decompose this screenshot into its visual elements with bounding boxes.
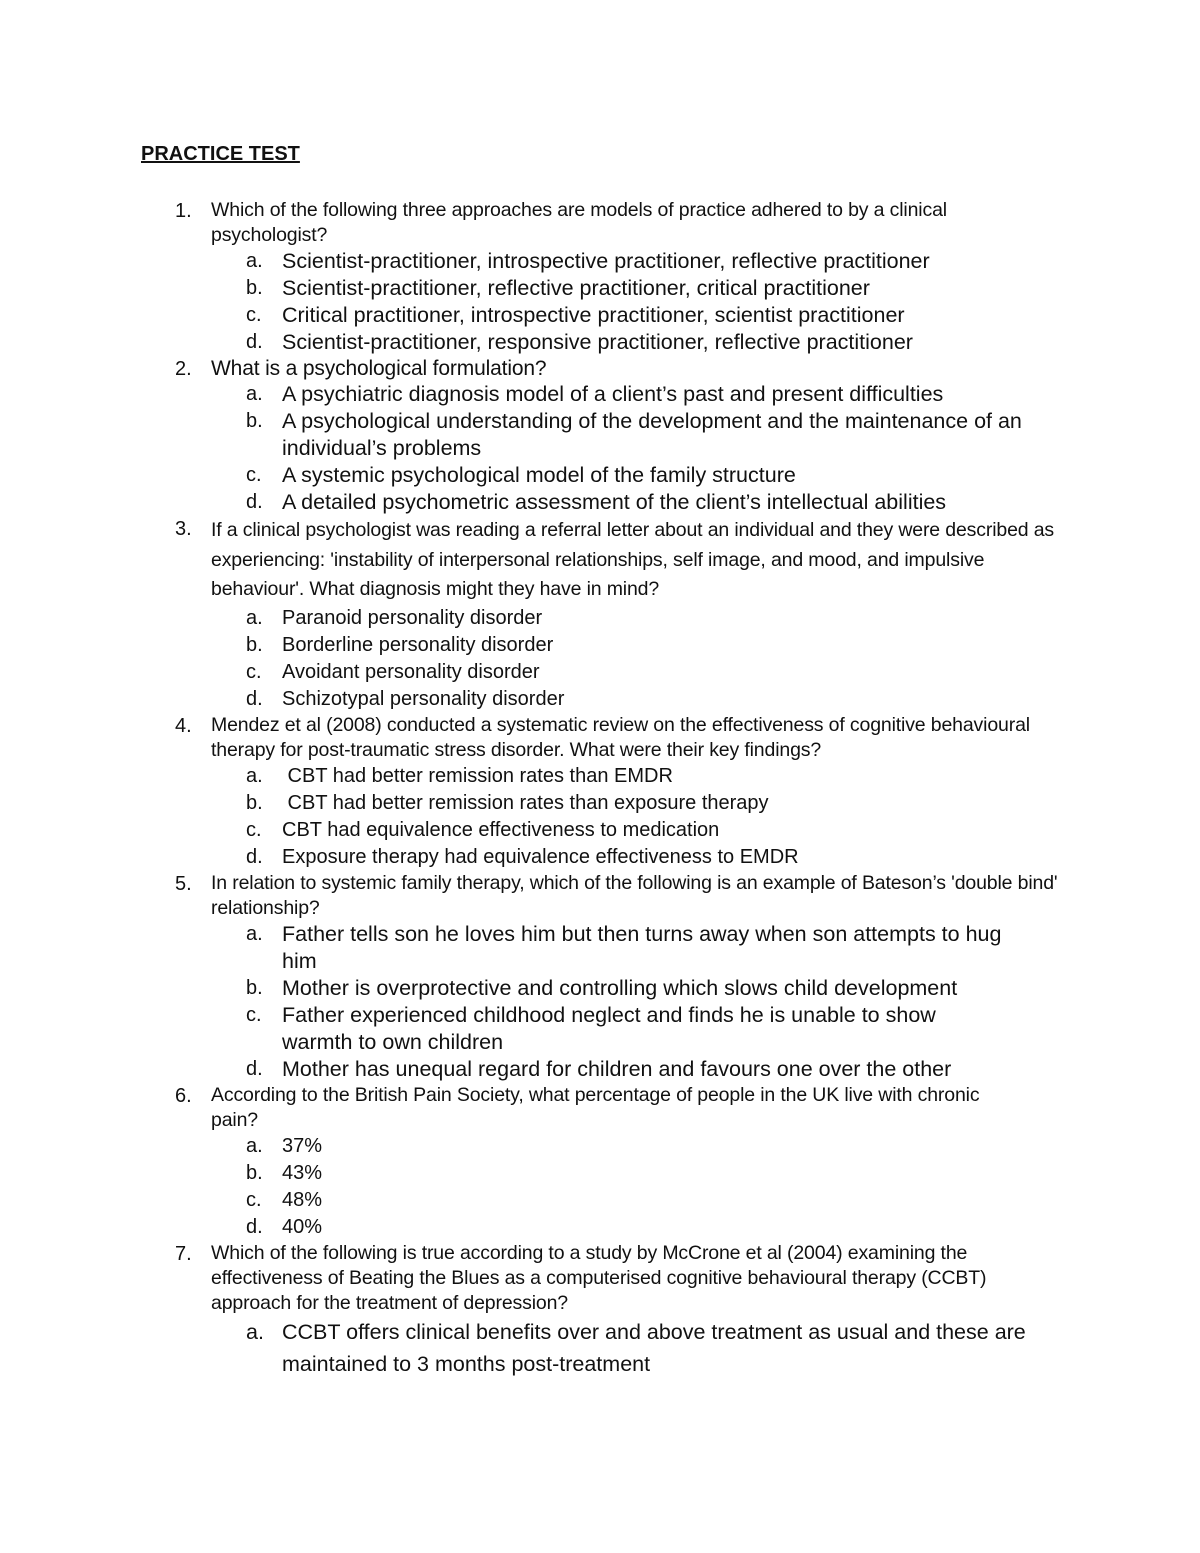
- option-letter: d.: [246, 331, 263, 353]
- question-list: [0, 198, 1200, 1380]
- option-c: [0, 302, 1200, 329]
- option-text: Father experienced childhood neglect and finds he is unable to show warmth to own children: [282, 1002, 936, 1054]
- option-letter: c.: [246, 1188, 262, 1211]
- question-1: [0, 198, 1200, 356]
- question-text: According to the British Pain Society, what percentage of people in the UK live with chronic pain?: [211, 1083, 980, 1131]
- option-letter: a.: [246, 250, 263, 272]
- option-c: [0, 1187, 1200, 1214]
- question-number: 6.: [175, 1084, 192, 1107]
- option-letter: b.: [246, 1161, 263, 1184]
- option-letter: a.: [246, 922, 263, 945]
- question-text: Mendez et al (2008) conducted a systematic review on the effectiveness of cognitive behavioural therapy for post-traumatic stress disorder. What were their key findings?: [211, 713, 1030, 761]
- question-4: [0, 713, 1200, 871]
- option-letter: a.: [246, 1319, 264, 1344]
- option-text: A detailed psychometric assessment of the client’s intellectual abilities: [282, 490, 947, 514]
- option-text: 40%: [282, 1215, 323, 1238]
- option-a: [0, 1316, 1200, 1380]
- option-d: [0, 844, 1200, 871]
- option-c: [0, 1002, 1200, 1056]
- option-text: Borderline personality disorder: [282, 633, 554, 656]
- option-letter: b.: [246, 633, 263, 656]
- option-list: [0, 605, 1200, 713]
- option-letter: a.: [246, 1134, 263, 1157]
- option-c: [0, 659, 1200, 686]
- option-list: [0, 763, 1200, 871]
- option-b: [0, 790, 1200, 817]
- option-letter: c.: [246, 818, 262, 841]
- option-text: A psychiatric diagnosis model of a client’s past and present difficulties: [282, 382, 944, 406]
- option-c: [0, 462, 1200, 489]
- question-text: Which of the following three approaches are models of practice adhered to by a clinical psychologist?: [211, 199, 947, 246]
- question-text: In relation to systemic family therapy, which of the following is an example of Bateson’s 'double bind' relationship?: [211, 871, 1058, 919]
- option-letter: b.: [246, 410, 263, 432]
- option-letter: a.: [246, 764, 263, 787]
- option-d: [0, 1214, 1200, 1241]
- option-text: Scientist-practitioner, introspective practitioner, reflective practitioner: [282, 249, 930, 273]
- option-text: 37%: [282, 1134, 323, 1157]
- option-letter: d.: [246, 1215, 263, 1238]
- option-b: [0, 408, 1200, 462]
- option-letter: c.: [246, 304, 262, 326]
- option-text: A systemic psychological model of the family structure: [282, 463, 796, 487]
- question-number: 2.: [175, 358, 192, 380]
- option-d: [0, 1056, 1200, 1083]
- option-letter: a.: [246, 383, 263, 405]
- page-title: PRACTICE TEST: [141, 143, 300, 165]
- option-letter: d.: [246, 687, 263, 710]
- option-b: [0, 1160, 1200, 1187]
- option-list: [0, 381, 1200, 516]
- option-d: [0, 686, 1200, 713]
- option-a: [0, 921, 1200, 975]
- question-6: [0, 1083, 1200, 1241]
- option-letter: b.: [246, 277, 263, 299]
- option-b: [0, 275, 1200, 302]
- option-letter: c.: [246, 1003, 262, 1026]
- option-text: Paranoid personality disorder: [282, 606, 543, 629]
- question-5: [0, 871, 1200, 1083]
- question-2: [0, 356, 1200, 516]
- option-text: Scientist-practitioner, responsive practitioner, reflective practitioner: [282, 330, 913, 354]
- option-text: CBT had equivalence effectiveness to medication: [282, 818, 720, 841]
- question-7: [0, 1241, 1200, 1380]
- question-text: Which of the following is true according to a study by McCrone et al (2004) examining the effectiveness of Beating the Blues as a computerised cognitive behavioural therapy (CCBT) approach for the treatment of depression?: [211, 1241, 987, 1314]
- option-letter: d.: [246, 1057, 263, 1080]
- option-letter: a.: [246, 606, 263, 629]
- option-text: A psychological understanding of the development and the maintenance of an individual’s problems: [282, 409, 1022, 460]
- option-text: CBT had better remission rates than exposure therapy: [282, 791, 769, 814]
- question-number: 7.: [175, 1242, 192, 1265]
- option-list: [0, 248, 1200, 356]
- option-text: Mother is overprotective and controlling which slows child development: [282, 975, 958, 1000]
- option-text: Mother has unequal regard for children and favours one over the other: [282, 1056, 952, 1081]
- option-a: [0, 763, 1200, 790]
- option-text: Critical practitioner, introspective practitioner, scientist practitioner: [282, 303, 905, 327]
- option-text: Father tells son he loves him but then turns away when son attempts to hug him: [282, 921, 1002, 973]
- option-c: [0, 817, 1200, 844]
- option-letter: d.: [246, 845, 263, 868]
- option-list: [0, 921, 1200, 1083]
- option-letter: b.: [246, 976, 263, 999]
- option-d: [0, 329, 1200, 356]
- question-number: 3.: [175, 518, 192, 540]
- option-text: CBT had better remission rates than EMDR: [282, 764, 673, 787]
- option-text: Avoidant personality disorder: [282, 660, 540, 683]
- option-a: [0, 381, 1200, 408]
- question-3: [0, 516, 1200, 713]
- option-list: [0, 1133, 1200, 1241]
- option-text: Schizotypal personality disorder: [282, 687, 565, 710]
- option-a: [0, 605, 1200, 632]
- option-letter: d.: [246, 491, 263, 513]
- option-list: [0, 1316, 1200, 1380]
- question-number: 1.: [175, 200, 192, 222]
- option-b: [0, 632, 1200, 659]
- question-number: 5.: [175, 872, 192, 895]
- option-text: Scientist-practitioner, reflective practitioner, critical practitioner: [282, 276, 870, 300]
- option-text: CCBT offers clinical benefits over and above treatment as usual and these are maintained to 3 months post-treatment: [282, 1319, 1026, 1376]
- option-a: [0, 1133, 1200, 1160]
- option-text: 43%: [282, 1161, 323, 1184]
- option-text: Exposure therapy had equivalence effectiveness to EMDR: [282, 845, 799, 868]
- question-text: What is a psychological formulation?: [211, 357, 547, 380]
- option-text: 48%: [282, 1188, 323, 1211]
- option-b: [0, 975, 1200, 1002]
- option-a: [0, 248, 1200, 275]
- option-letter: c.: [246, 660, 262, 683]
- option-d: [0, 489, 1200, 516]
- option-letter: c.: [246, 464, 262, 486]
- question-number: 4.: [175, 714, 192, 737]
- question-text: If a clinical psychologist was reading a referral letter about an individual and they were described as experiencing: 'instability of interpersonal relationships, self image, and mood, and impulsive behaviour'. What diagnosis might they have in mind?: [211, 519, 1055, 600]
- option-letter: b.: [246, 791, 263, 814]
